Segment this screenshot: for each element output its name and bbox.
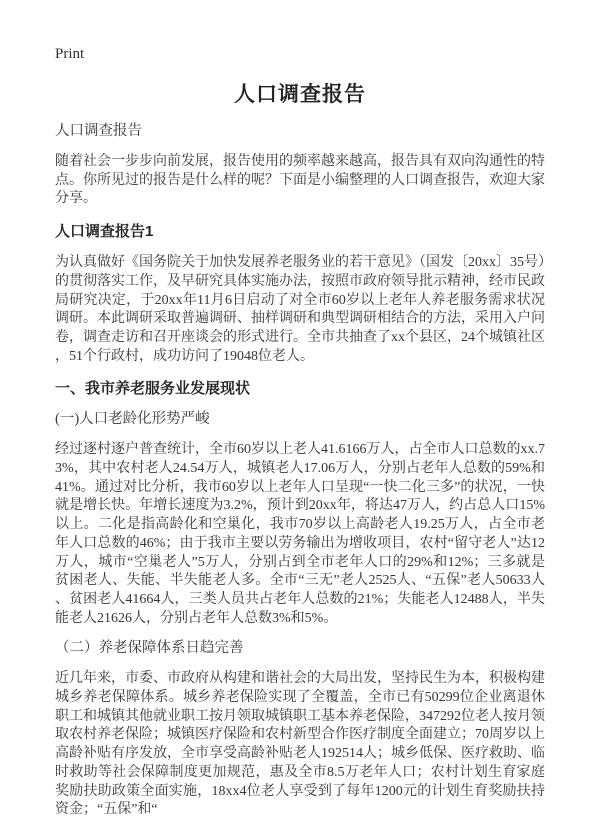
report-1-intro-paragraph: 为认真做好《国务院关于加快发展养老服务业的若干意见》（国发〔20xx〕35号）的贯彻落实工作，及早研究具体实施办法，按照市政府领导批示精神，经市民政局研究决定，于20xx年11月6日启动了对全市60岁以上老年人养老服务需求状况调研。本此调研采取普遍调研、抽样调研和典型调研相结合的方法，采用入户问卷，调查走访和召开座谈会的形式进行。全市共抽查了xx个县区，24个城镇社区，51个行政村，成功访问了19048位老人。	[55, 255, 545, 364]
report-1-heading: 人口调查报告1	[55, 223, 154, 241]
section-1-heading: 一、我市养老服务业发展现状	[55, 380, 251, 398]
print-link[interactable]: Print	[55, 46, 85, 62]
document-subtitle: 人口调查报告	[55, 123, 142, 139]
subsection-1-2-heading: （二）养老保障体系日趋完善	[55, 640, 244, 657]
pension-system-paragraph: 近几年来，市委、市政府从构建和谐社会的大局出发，坚持民生为本，积极构建城乡养老保障体系。城乡养老保险实现了全覆盖，全市已有50299位企业离退休职工和城镇其他就业职工按月领取城镇职工基本养老保险，347292位老人按月领取农村养老保险；城镇医疗保险和农村新型合作医疗制度全面建立；70周岁以上高龄补贴有序发放，全市享受高龄补贴老人192514人；城乡低保、医疗救助、临时救助等社会保障制度更加规范，惠及全市8.5万老年人口；农村计划生育家庭奖励扶助政策全面实施，18xx4位老人享受到了每年1200元的计划生育奖励扶持资金；“五保”和“	[55, 671, 545, 818]
document-title: 人口调查报告	[234, 83, 366, 106]
aging-situation-paragraph: 经过逐村逐户普查统计，全市60岁以上老人41.6166万人，占全市人口总数的xx.73%，其中农村老人24.54万人，城镇老人17.06万人，分别占老年人总数的59%和41%。通过对比分析，我市60岁以上老年人口呈现“一快二化三多”的状况，一快就是增长快。年增长速度为3.2%，预计到20xx年，将达47万人，约占总人口15%以上。二化是指高龄化和空巢化，我市70岁以上高龄老人19.25万人，占全市老年人口总数的46%；由于我市主要以劳务输出为增收项目，农村“留守老人”达12万人，城市“空巢老人”5万人，分别占到全市老年人口的29%和12%；三多就是贫困老人、失能、半失能老人多。全市“三无”老人2525人、“五保”老人50633人、贫困老人41664人，三类人员共占老年人总数的21%；失能老人12488人，半失能老人21626人，分别占老年人总数3%和5%。	[55, 442, 545, 626]
subsection-1-1-heading: (一)人口老龄化形势严峻	[55, 411, 210, 428]
intro-paragraph: 随着社会一步步向前发展，报告使用的频率越来越高，报告具有双向沟通性的特点。你所见过的报告是什么样的呢？下面是小编整理的人口调查报告，欢迎大家分享。	[55, 154, 545, 207]
